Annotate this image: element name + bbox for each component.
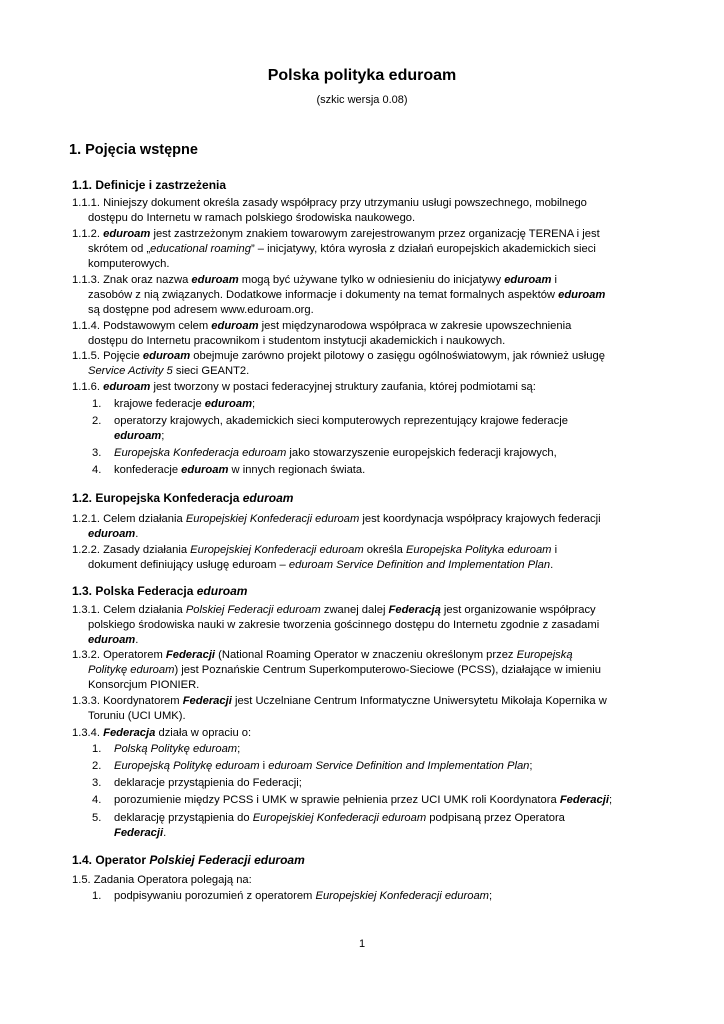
- list-item: 1. podpisywaniu porozumień z operatorem Europejskiej Konfederacji eduroam;: [92, 890, 493, 902]
- list-item: 1. krajowe federacje eduroam;: [92, 398, 256, 410]
- paragraph-1-1-4: 1.1.4. Podstawowym celem eduroam jest międzynarodowa współpraca w zakresie upowszechnienia dostępu do Internetu pracownikom i studentom instytucji akademickich i naukowych.: [72, 320, 572, 347]
- section-1-4-heading: 1.4. Operator Polskiej Federacji eduroam: [72, 853, 305, 867]
- section-1-3-heading: 1.3. Polska Federacja eduroam: [72, 584, 248, 598]
- paragraph-1-1-5: 1.1.5. Pojęcie eduroam obejmuje zarówno projekt pilotowy o zasięgu ogólnoświatowym, jak również usługę Service Activity 5 sieci GEANT2.: [72, 350, 605, 377]
- list-item: 5. deklarację przystąpienia do Europejskiej Konfederacji eduroam podpisaną przez Operatora Federacji.: [92, 812, 565, 839]
- paragraph-1-3-2: 1.3.2. Operatorem Federacji (National Roaming Operator w znaczeniu określonym przez Europejską Politykę eduroam) jest Poznańskie Centrum Superkomputerowo-Sieciowe (PCSS), działające w imieniu Konsorcjum PIONIER.: [72, 649, 601, 691]
- list-item: 3. Europejska Konfederacja eduroam jako stowarzyszenie europejskich federacji krajowych,: [92, 447, 557, 459]
- paragraph-1-1-1: 1.1.1. Niniejszy dokument określa zasady współpracy przy utrzymaniu usługi powszechnego, mobilnego dostępu do Internetu w ramach polskiego środowiska naukowego.: [72, 197, 587, 224]
- paragraph-1-3-4: 1.3.4. Federacja działa w opraciu o:: [72, 727, 252, 739]
- list-item: 4. porozumienie między PCSS i UMK w sprawie pełnienia przez UCI UMK roli Koordynatora Federacji;: [92, 794, 613, 806]
- list-item: 3. deklaracje przystąpienia do Federacji;: [92, 777, 302, 789]
- paragraph-1-1-2: 1.1.2. eduroam jest zastrzeżonym znakiem towarowym zarejestrowanym przez organizację TERENA i jest skrótem od „educational roaming” – inicjatywy, która wyrosła z działań europejskich akademickich sieci komputerowych.: [72, 228, 600, 270]
- list-item: 1. Polską Politykę eduroam;: [92, 743, 241, 755]
- paragraph-1-3-3: 1.3.3. Koordynatorem Federacji jest Uczelniane Centrum Informatyczne Uniwersytetu Mikołaja Kopernika w Toruniu (UCI UMK).: [72, 695, 607, 722]
- document-subtitle: (szkic wersja 0.08): [316, 94, 408, 106]
- list-item: 4. konfederacje eduroam w innych regionach świata.: [92, 464, 366, 476]
- paragraph-1-2-2: 1.2.2. Zasady działania Europejskiej Konfederacji eduroam określa Europejska Polityka eduroam i dokument definiujący usługę eduroam – eduroam Service Definition and Implementation Plan.: [72, 544, 558, 571]
- document-title: Polska polityka eduroam: [267, 67, 457, 84]
- list-item: 2. operatorzy krajowych, akademickich sieci komputerowych reprezentujący krajowe federacje eduroam;: [92, 415, 568, 442]
- list-item: 2. Europejską Politykę eduroam i eduroam Service Definition and Implementation Plan;: [92, 760, 533, 772]
- section-1-1-heading: 1.1. Definicje i zastrzeżenia: [72, 178, 227, 192]
- page-number: 1: [358, 938, 366, 950]
- paragraph-1-3-1: 1.3.1. Celem działania Polskiej Federacji eduroam zwanej dalej Federacją jest organizowanie współpracy polskiego środowiska nauki w zakresie tworzenia gościnnego dostępu do Internetu zgodnie z zasadami eduroam.: [72, 604, 600, 646]
- paragraph-1-5: 1.5. Zadania Operatora polegają na:: [72, 874, 252, 886]
- paragraph-1-1-3: 1.1.3. Znak oraz nazwa eduroam mogą być używane tylko w odniesieniu do inicjatywy eduroam i zasobów z nią związanych. Dodatkowe informacje i dokumenty na temat formalnych aspektów eduroam są dostępne pod adresem www.eduroam.org.: [72, 274, 606, 316]
- section-1-2-heading: 1.2. Europejska Konfederacja eduroam: [72, 491, 294, 505]
- paragraph-1-2-1: 1.2.1. Celem działania Europejskiej Konfederacji eduroam jest koordynacja współpracy krajowych federacji eduroam.: [72, 513, 601, 540]
- section-1-heading: 1. Pojęcia wstępne: [69, 142, 198, 158]
- paragraph-1-1-6: 1.1.6. eduroam jest tworzony w postaci federacyjnej struktury zaufania, której podmiotami są:: [72, 381, 536, 393]
